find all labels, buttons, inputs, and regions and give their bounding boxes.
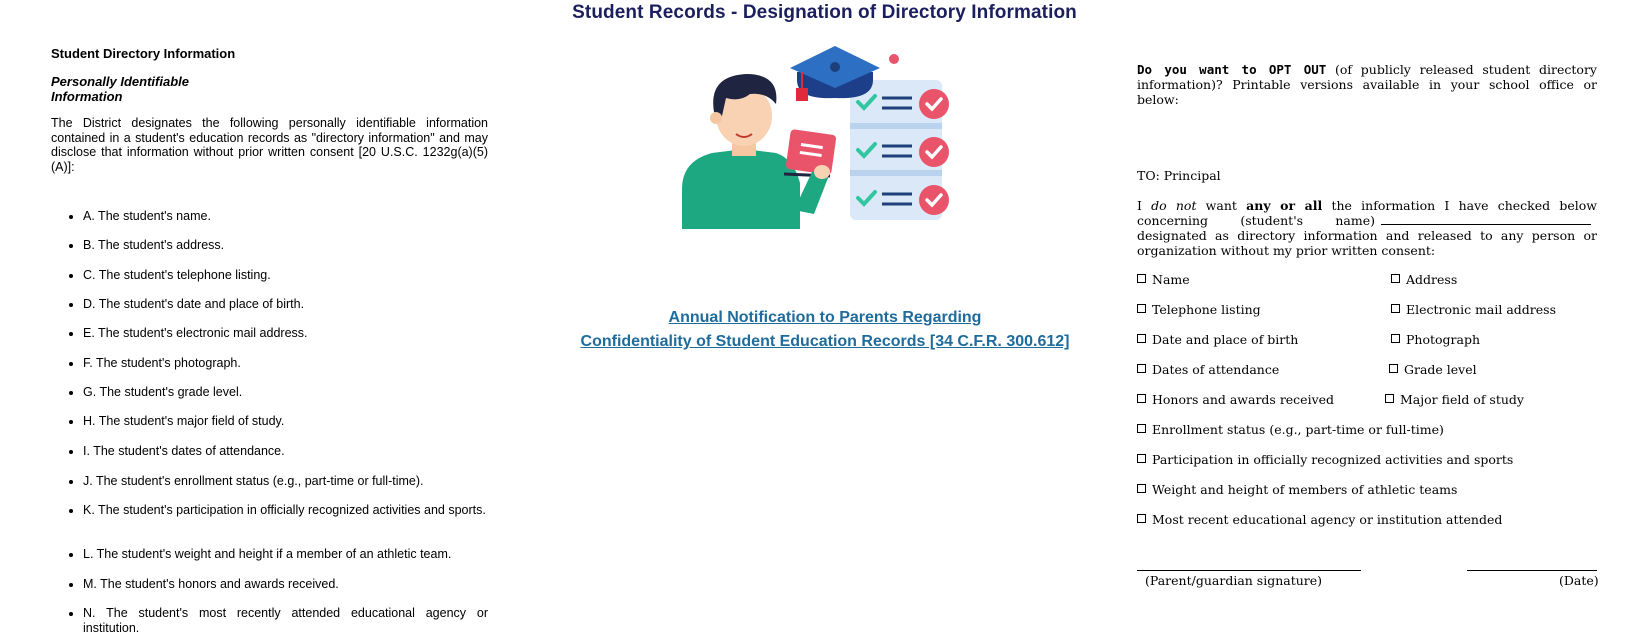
list-item: • C. The student's telephone listing. bbox=[83, 268, 488, 283]
intro-paragraph: The District designates the following personally identifiable information contained in a student's education records as "directory information" and may disclose that information without prior written consent [20 U.S.C. 1232g(a)(5)(A)]: bbox=[51, 116, 488, 175]
checkbox-icon[interactable] bbox=[1137, 304, 1146, 313]
list-item: • I. The student's dates of attendance. bbox=[83, 444, 488, 459]
checkbox-icon[interactable] bbox=[1391, 334, 1400, 343]
checkbox-icon[interactable] bbox=[1389, 364, 1398, 373]
notification-link-line2[interactable]: Confidentiality of Student Education Records [34 C.F.R. 300.612] bbox=[580, 333, 1070, 350]
student-name-field[interactable] bbox=[1381, 214, 1591, 225]
list-item: • D. The student's date and place of birth. bbox=[83, 297, 488, 312]
checkbox-enrollment[interactable]: Enrollment status (e.g., part-time or full-time) bbox=[1137, 422, 1444, 437]
checkbox-icon[interactable] bbox=[1137, 334, 1146, 343]
checkbox-icon[interactable] bbox=[1137, 454, 1146, 463]
list-item: • N. The student's most recently attended educational agency or institution. bbox=[83, 606, 488, 635]
checkbox-address[interactable]: Address bbox=[1391, 272, 1457, 287]
section-heading: Student Directory Information bbox=[51, 46, 236, 61]
list-item: • B. The student's address. bbox=[83, 238, 488, 253]
list-item: • M. The student's honors and awards received. bbox=[83, 577, 488, 592]
checkbox-icon[interactable] bbox=[1137, 394, 1146, 403]
list-item: • L. The student's weight and height if a member of an athletic team. bbox=[83, 547, 488, 562]
list-item: • A. The student's name. bbox=[83, 209, 488, 224]
list-item: • H. The student's major field of study. bbox=[83, 414, 488, 429]
list-item: • J. The student's enrollment status (e.g., part-time or full-time). bbox=[83, 474, 488, 489]
student-checklist-illustration bbox=[672, 44, 992, 234]
directory-info-column bbox=[51, 46, 488, 175]
checkbox-icon[interactable] bbox=[1137, 274, 1146, 283]
checkbox-recent-institution[interactable]: Most recent educational agency or institution attended bbox=[1137, 512, 1502, 527]
checkbox-photograph[interactable]: Photograph bbox=[1391, 332, 1480, 347]
list-item: • K. The student's participation in officially recognized activities and sports. bbox=[83, 503, 488, 518]
checkbox-attendance[interactable]: Dates of attendance bbox=[1137, 362, 1279, 377]
notification-link-line1[interactable]: Annual Notification to Parents Regarding bbox=[668, 309, 982, 326]
checkbox-major-field[interactable]: Major field of study bbox=[1385, 392, 1524, 407]
checkbox-icon[interactable] bbox=[1391, 304, 1400, 313]
signature-line[interactable] bbox=[1137, 570, 1361, 571]
list-item: • F. The student's photograph. bbox=[83, 356, 488, 371]
checkbox-icon[interactable] bbox=[1385, 394, 1394, 403]
checkbox-icon[interactable] bbox=[1137, 514, 1146, 523]
checkbox-birth[interactable]: Date and place of birth bbox=[1137, 332, 1298, 347]
opt-out-intro: Do you want to OPT OUT (of publicly released student directory information)? Printable versions available in your school office or below: bbox=[1137, 62, 1597, 107]
to-line: TO: Principal bbox=[1137, 168, 1221, 183]
opt-out-form bbox=[1137, 62, 1597, 107]
checkbox-name[interactable]: Name bbox=[1137, 272, 1190, 287]
section-subheading: Personally Identifiable Information bbox=[51, 74, 189, 104]
checkbox-email[interactable]: Electronic mail address bbox=[1391, 302, 1556, 317]
date-label: (Date) bbox=[1559, 573, 1599, 588]
checkbox-activities[interactable]: Participation in officially recognized activities and sports bbox=[1137, 452, 1513, 467]
checkbox-grade-level[interactable]: Grade level bbox=[1389, 362, 1477, 377]
student-figure bbox=[682, 74, 837, 229]
list-item: • E. The student's electronic mail address. bbox=[83, 326, 488, 341]
date-line[interactable] bbox=[1467, 570, 1597, 571]
signature-label: (Parent/guardian signature) bbox=[1145, 573, 1323, 588]
checkbox-icon[interactable] bbox=[1137, 364, 1146, 373]
annual-notification-link[interactable] bbox=[520, 306, 1130, 354]
checkbox-weight-height[interactable]: Weight and height of members of athletic teams bbox=[1137, 482, 1457, 497]
page-title: Student Records - Designation of Directory Information bbox=[572, 2, 1077, 23]
checkbox-honors[interactable]: Honors and awards received bbox=[1137, 392, 1334, 407]
checkbox-icon[interactable] bbox=[1137, 424, 1146, 433]
consent-statement: I do not want any or all the information I have checked below concerning (student's name)designated as directory information and released to any person or organization without my prior written consent: bbox=[1137, 198, 1597, 258]
checkbox-icon[interactable] bbox=[1137, 484, 1146, 493]
opt-out-question: Do you want to OPT OUT bbox=[1137, 62, 1327, 77]
checkbox-telephone[interactable]: Telephone listing bbox=[1137, 302, 1261, 317]
list-item: • G. The student's grade level. bbox=[83, 385, 488, 400]
checkbox-icon[interactable] bbox=[1391, 274, 1400, 283]
